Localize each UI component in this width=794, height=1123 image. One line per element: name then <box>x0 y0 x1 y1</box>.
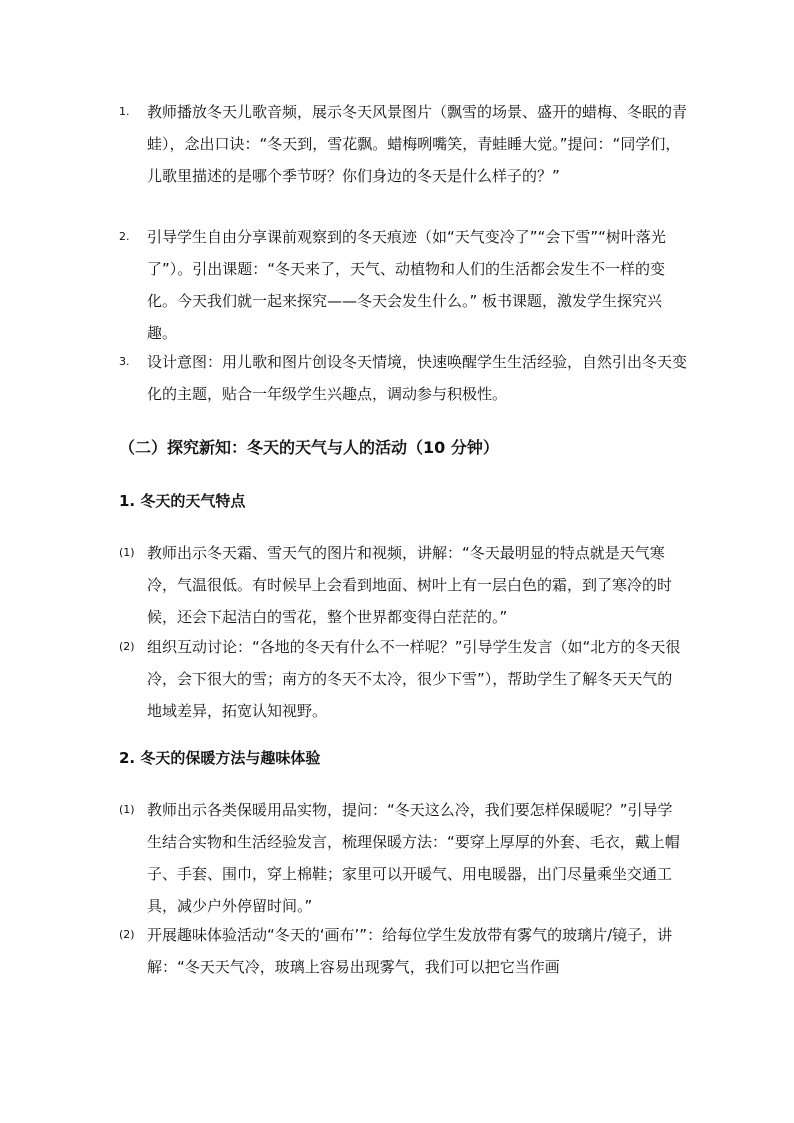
section-heading: （二）探究新知：冬天的天气与人的活动（10 分钟） <box>119 438 499 457</box>
list-item-number: (2) <box>119 928 135 941</box>
list-item-number: 2. <box>119 230 130 243</box>
list-item-number: 1. <box>119 105 130 118</box>
list-item-text: 教师出示各类保暖用品实物，提问：“冬天这么冷，我们要怎样保暖呢？”引导学生结合实物和生活经验发言，梳理保暖方法：“要穿上厚厚的外套、毛衣，戴上帽子、手套、围巾，穿上棉鞋；家里可以开暖气、用电暖器，出门尽量乘坐交通工具，减少户外停留时间。” <box>147 801 680 915</box>
subsection-title-warmth: 2. 冬天的保暖方法与趣味体验 <box>119 749 321 767</box>
list-item-text: 组织互动讨论：“各地的冬天有什么不一样呢？”引导学生发言（如“北方的冬天很冷，会下很大的雪；南方的冬天不太冷，很少下雪”），帮助学生了解冬天天气的地域差异，拓宽认知视野。 <box>147 638 681 720</box>
list-item-text: 设计意图：用儿歌和图片创设冬天情境，快速唤醒学生生活经验，自然引出冬天变化的主题，贴合一年级学生兴趣点，调动参与积极性。 <box>147 353 688 403</box>
list-item-text: 教师播放冬天儿歌音频，展示冬天风景图片（飘雪的场景、盛开的蜡梅、冬眠的青蛙），念出口诀：“冬天到，雪花飘。蜡梅咧嘴笑，青蛙睡大觉。”提问：“同学们，儿歌里描述的是哪个季节呀？你们身边的冬天是什么样子的？” <box>147 103 688 185</box>
list-item-number: (2) <box>119 640 135 653</box>
list-item-text: 开展趣味体验活动“冬天的‘画布’”：给每位学生发放带有雾气的玻璃片/镜子，讲解：“冬天天气冷，玻璃上容易出现雾气，我们可以把它当作画 <box>147 926 673 976</box>
list-item-text: 教师出示冬天霜、雪天气的图片和视频，讲解：“冬天最明显的特点就是天气寒冷，气温很低。有时候早上会看到地面、树叶上有一层白色的霜，到了寒冷的时候，还会下起洁白的雪花，整个世界都变得白茫茫的。” <box>147 544 673 626</box>
list-item-text: 引导学生自由分享课前观察到的冬天痕迹（如“天气变冷了”“会下雪”“树叶落光了”）。引出课题：“冬天来了，天气、动植物和人们的生活都会发生不一样的变化。今天我们就一起来探究——冬天会发生什么。” 板书课题，激发学生探究兴趣。 <box>147 228 666 342</box>
list-item-number: 3. <box>119 355 130 368</box>
list-item-number: (1) <box>119 546 135 559</box>
subsection-title-weather: 1. 冬天的天气特点 <box>119 492 246 510</box>
list-item-number: (1) <box>119 803 135 816</box>
